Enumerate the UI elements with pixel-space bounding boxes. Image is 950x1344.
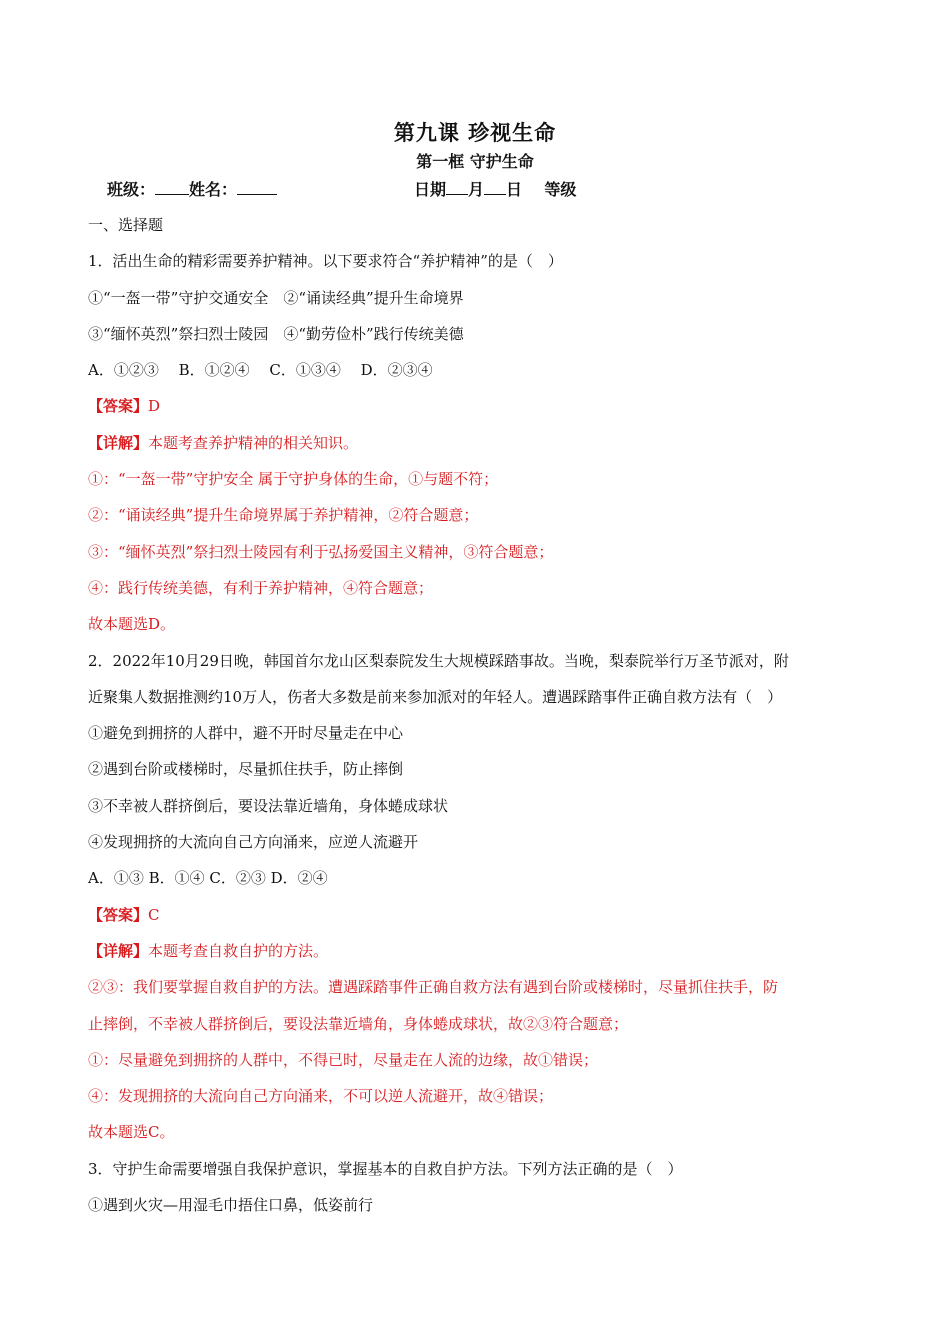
q3-option-1: ①遇到火灾—用湿毛巾捂住口鼻，低姿前行 [88,1196,374,1215]
month-blank[interactable] [446,180,468,195]
q1-explain-2: ②：“诵读经典”提升生命境界属于养护精神，②符合题意； [88,506,479,525]
q2-option-4: ④发现拥挤的大流向自己方向涌来，应逆人流避开 [88,833,419,852]
q2-explain-1b: 止摔倒，不幸被人群挤倒后，要设法靠近墙角，身体蜷成球状，故②③符合题意； [88,1014,629,1033]
q1-stem: 1．活出生命的精彩需要养护精神。以下要求符合“养护精神”的是（ ） [88,252,563,271]
q3-stem: 3．守护生命需要增强自我保护意识，掌握基本的自救自护方法。下列方法正确的是（ ） [88,1159,683,1178]
q1-conclusion: 故本题选D。 [88,615,176,634]
q1-options-line1: ①“一盔一带”守护交通安全 ②“诵读经典”提升生命境界 [88,288,464,307]
detail-tag: 【详解】 [88,433,149,452]
detail-text: 本题考查自救自护的方法。 [148,941,329,960]
q2-explain-2: ①：尽量避免到拥挤的人群中，不得已时，尽量走在人流的边缘，故①错误； [88,1050,599,1069]
name-label: 姓名： [189,180,238,199]
answer-tag: 【答案】 [88,397,149,416]
q1-explain-1: ①：“一盔一带”守护安全 属于守护身体的生命，①与题不符； [88,470,499,489]
q2-stem-line2: 近聚集人数据推测约10万人，伤者大多数是前来参加派对的年轻人。遭遇踩踏事件正确自救方法有（ ） [88,687,783,706]
q1-detail [88,425,878,461]
date-info [414,177,576,200]
detail-text: 本题考查养护精神的相关知识。 [148,433,359,452]
detail-tag: 【详解】 [88,941,149,960]
q1-options-line2: ③“缅怀英烈”祭扫烈士陵园 ④“勤劳俭朴”践行传统美德 [88,324,464,343]
q2-detail [88,933,878,969]
grade-label: 等级 [544,180,577,199]
q2-conclusion: 故本题选C。 [88,1123,175,1142]
question-content [88,207,878,1223]
q2-answer [88,897,878,933]
answer-tag: 【答案】 [88,905,149,924]
q2-option-3: ③不幸被人群挤倒后，要设法靠近墙角，身体蜷成球状 [88,796,449,815]
section-heading: 一、选择题 [88,216,164,234]
q2-explain-1a: ②③：我们要掌握自救自护的方法。遭遇踩踏事件正确自救方法有遇到台阶或楼梯时，尽量抓住扶手，防 [88,978,779,997]
day-label: 日 [506,180,523,199]
q2-choices: A．①③ B．①④ C．②③ D．②④ [88,869,328,888]
q1-answer [88,388,878,424]
q2-option-1: ①避免到拥挤的人群中，避不开时尽量走在中心 [88,724,404,743]
page-title: 第九课 珍视生命 [393,120,557,145]
page-subtitle: 第一框 守护生命 [416,152,534,171]
q2-explain-3: ④：发现拥挤的大流向自己方向涌来，不可以逆人流避开，故④错误； [88,1087,554,1106]
name-blank[interactable] [237,180,277,195]
class-blank[interactable] [155,180,189,195]
date-label: 日期 [414,180,447,199]
answer-value: C [148,905,160,924]
q2-stem-line1: 2．2022年10月29日晚，韩国首尔龙山区梨泰院发生大规模踩踏事故。当晚，梨泰院举行万圣节派对，附 [88,651,789,670]
q1-choices: A．①②③ B．①②④ C．①③④ D．②③④ [88,361,433,380]
month-label: 月 [468,180,485,199]
q2-option-2: ②遇到台阶或楼梯时，尽量抓住扶手，防止摔倒 [88,760,404,779]
class-label: 班级： [107,180,156,199]
q1-explain-3: ③：“缅怀英烈”祭扫烈士陵园有利于弘扬爱国主义精神，③符合题意； [88,542,554,561]
answer-value: D [148,397,161,416]
q1-explain-4: ④：践行传统美德，有利于养护精神，④符合题意； [88,578,434,597]
student-info [107,177,277,200]
day-blank[interactable] [484,180,506,195]
